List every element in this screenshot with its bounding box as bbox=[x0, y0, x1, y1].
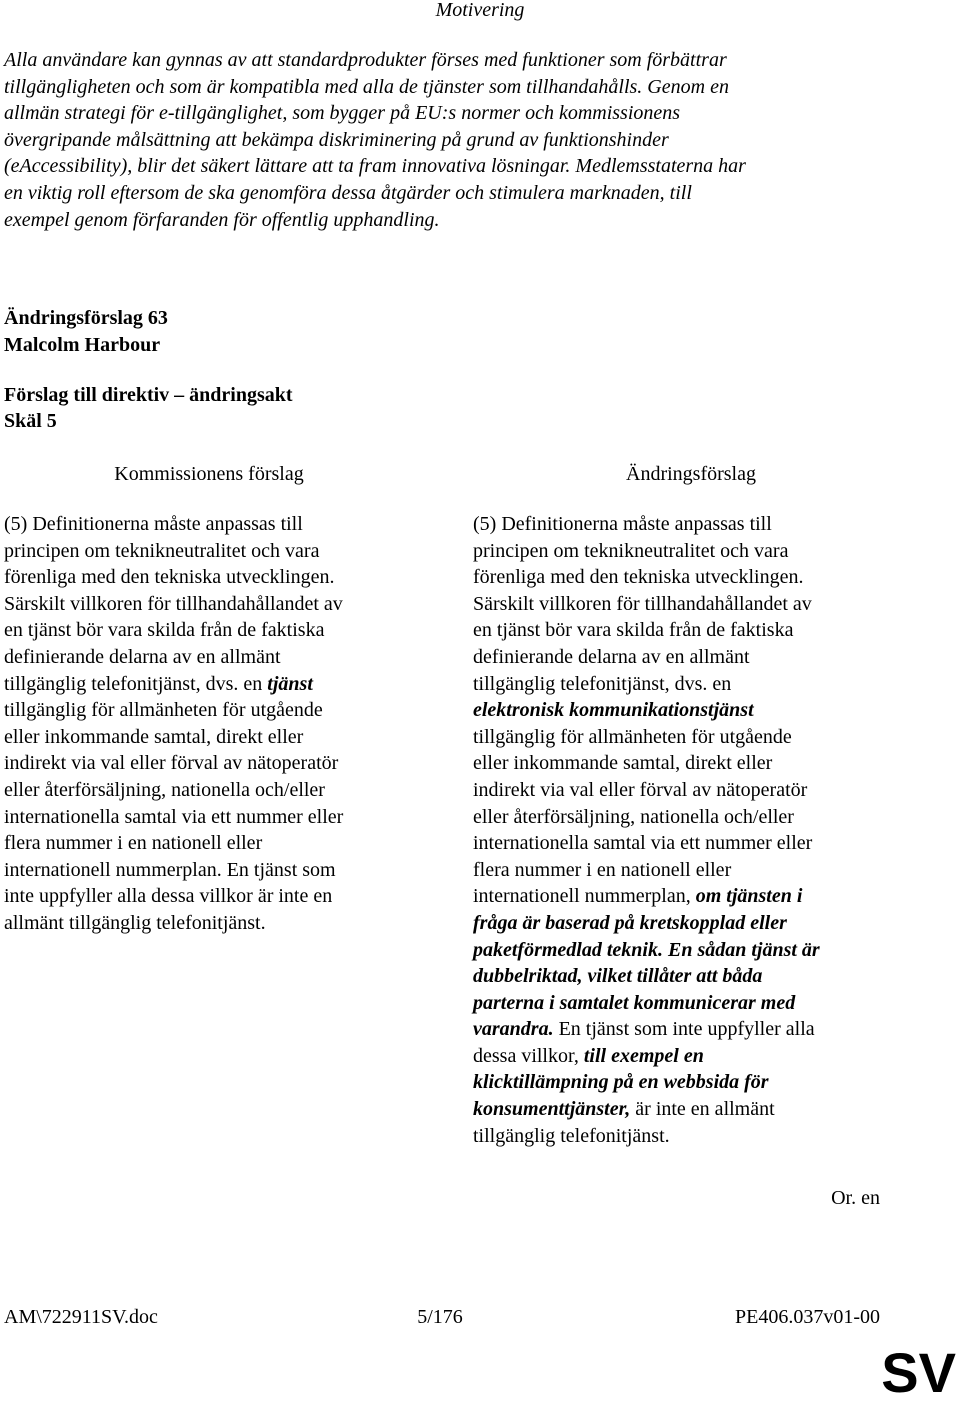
motivering-text bbox=[4, 47, 884, 233]
text-run: en tjänst bör vara skilda från de faktiska bbox=[473, 619, 794, 642]
text-line bbox=[473, 1016, 943, 1043]
text-run: är inte en allmänt bbox=[630, 1098, 775, 1121]
amended-text-run: dubbelriktad, vilket tillåter att båda bbox=[473, 965, 763, 988]
text-line bbox=[473, 1123, 943, 1150]
text-run: tillgänglig för allmänheten för utgående bbox=[4, 699, 323, 722]
language-code: SV bbox=[881, 1341, 956, 1404]
text-line bbox=[4, 511, 444, 538]
amended-text-run: klicktillämpning på en webbsida för bbox=[473, 1071, 769, 1094]
text-line bbox=[4, 591, 444, 618]
text-line bbox=[473, 1096, 943, 1123]
text-run: principen om teknikneutralitet och vara bbox=[473, 539, 789, 562]
text-line bbox=[4, 910, 444, 937]
text-line bbox=[4, 883, 444, 910]
text-run: tillgänglig för allmänheten för utgående bbox=[473, 725, 792, 748]
text-line bbox=[4, 671, 444, 698]
text-line bbox=[473, 857, 943, 884]
amended-text-run: varandra. bbox=[473, 1018, 554, 1041]
text-run: (5) Definitionerna måste anpassas till bbox=[473, 513, 772, 535]
text-line bbox=[473, 617, 943, 644]
text-run: eller inkommande samtal, direkt eller bbox=[4, 725, 304, 748]
text-line bbox=[473, 883, 943, 910]
amended-text-run: om tjänsten i bbox=[695, 885, 803, 908]
text-run: indirekt via val eller förval av nätoperatör bbox=[473, 778, 808, 801]
text-run: eller återförsäljning, nationella och/eller bbox=[473, 805, 794, 828]
motivering-line: allmän strategi för e-tillgänglighet, som bygger på EU:s normer och kommissionens bbox=[4, 102, 681, 125]
text-run: definierande delarna av en allmänt bbox=[473, 645, 750, 668]
text-run: en tjänst bör vara skilda från de faktiska bbox=[4, 619, 325, 642]
motivering-line: Alla användare kan gynnas av att standardprodukter förses med funktioner som förbättrar bbox=[4, 49, 727, 71]
footer-doc-ref: AM\722911SV.doc bbox=[4, 1306, 158, 1328]
text-line bbox=[4, 617, 444, 644]
text-line bbox=[473, 564, 943, 591]
text-run: indirekt via val eller förval av nätoperatör bbox=[4, 752, 339, 775]
text-run: eller inkommande samtal, direkt eller bbox=[473, 752, 773, 775]
text-run: inte uppfyller alla dessa villkor är inte en bbox=[4, 885, 333, 908]
amended-text-run: tjänst bbox=[267, 672, 313, 695]
text-line bbox=[473, 538, 943, 565]
motivering-heading: Motivering bbox=[435, 0, 525, 21]
text-run: allmänt tillgänglig telefonitjänst. bbox=[4, 911, 266, 934]
text-line bbox=[4, 538, 444, 565]
text-line bbox=[4, 830, 444, 857]
text-run: flera nummer i en nationell eller bbox=[4, 832, 263, 855]
text-run: flera nummer i en nationell eller bbox=[473, 858, 732, 881]
text-run: tillgänglig telefonitjänst, dvs. en bbox=[4, 672, 268, 695]
text-line bbox=[473, 511, 943, 538]
text-run: dessa villkor, bbox=[473, 1044, 584, 1067]
commission-proposal-heading: Kommissionens förslag bbox=[114, 463, 304, 485]
amendment-number: Ändringsförslag 63 bbox=[4, 307, 168, 329]
amended-text-run: konsumenttjänster, bbox=[473, 1098, 631, 1121]
text-line bbox=[473, 671, 943, 698]
text-run: internationella samtal via ett nummer eller bbox=[4, 805, 344, 828]
text-line bbox=[473, 1043, 943, 1070]
text-run: En tjänst som inte uppfyller alla bbox=[553, 1018, 815, 1041]
amended-text-run: parterna i samtalet kommunicerar med bbox=[473, 991, 796, 1014]
amended-text-run: till exempel en bbox=[583, 1044, 704, 1067]
text-line bbox=[473, 750, 943, 777]
text-line bbox=[473, 1069, 943, 1096]
text-line bbox=[4, 564, 444, 591]
amended-text-run: elektronisk kommunikationstjänst bbox=[473, 699, 754, 722]
text-line bbox=[473, 777, 943, 804]
text-line bbox=[473, 830, 943, 857]
motivering-line: en viktig roll eftersom de ska genomföra dessa åtgärder och stimulera marknaden, till bbox=[4, 181, 692, 204]
text-run: tillgänglig telefonitjänst. bbox=[473, 1124, 670, 1147]
footer-page-number: 5/176 bbox=[417, 1306, 463, 1328]
motivering-line: övergripande målsättning att bekämpa diskriminering på grund av funktionshinder bbox=[4, 128, 669, 151]
text-line bbox=[473, 910, 943, 937]
text-run: internationell nummerplan, bbox=[473, 885, 696, 908]
text-line bbox=[473, 644, 943, 671]
text-line bbox=[4, 777, 444, 804]
amended-text-run: paketförmedlad teknik. En sådan tjänst är bbox=[473, 938, 820, 961]
text-line bbox=[473, 724, 943, 751]
amendment-heading: Ändringsförslag bbox=[626, 463, 756, 485]
text-line bbox=[473, 990, 943, 1017]
motivering-line: (eAccessibility), blir det säkert lättare att ta fram innovativa lösningar. Medlemsstaterna har bbox=[4, 155, 746, 178]
text-run: förenliga med den tekniska utvecklingen. bbox=[4, 566, 335, 589]
text-line bbox=[4, 724, 444, 751]
text-run: principen om teknikneutralitet och vara bbox=[4, 539, 320, 562]
original-language-note: Or. en bbox=[831, 1187, 880, 1209]
motivering-line: tillgängligheten och som är kompatibla med alla de tjänster som tillhandahålls. Genom en bbox=[4, 75, 729, 98]
text-run: eller återförsäljning, nationella och/eller bbox=[4, 778, 325, 801]
text-run: Särskilt villkoren för tillhandahållandet av bbox=[4, 592, 343, 615]
text-run: förenliga med den tekniska utvecklingen. bbox=[473, 566, 804, 589]
text-line bbox=[4, 750, 444, 777]
amended-text-run: fråga är baserad på kretskopplad eller bbox=[473, 911, 787, 934]
text-run: Särskilt villkoren för tillhandahållandet av bbox=[473, 592, 812, 615]
text-line bbox=[473, 937, 943, 964]
amendment-author: Malcolm Harbour bbox=[4, 334, 161, 356]
text-line bbox=[4, 804, 444, 831]
commission-proposal-text bbox=[4, 511, 444, 937]
text-line bbox=[473, 963, 943, 990]
amendment-text bbox=[473, 511, 943, 1149]
text-line bbox=[473, 697, 943, 724]
text-run: (5) Definitionerna måste anpassas till bbox=[4, 513, 303, 535]
text-line bbox=[473, 591, 943, 618]
text-run: internationell nummerplan. En tjänst som bbox=[4, 858, 336, 881]
text-line bbox=[4, 857, 444, 884]
proposal-type: Förslag till direktiv – ändringsakt bbox=[4, 384, 293, 406]
text-line bbox=[4, 644, 444, 671]
recital-reference: Skäl 5 bbox=[4, 410, 57, 432]
text-run: definierande delarna av en allmänt bbox=[4, 645, 281, 668]
footer-pe-ref: PE406.037v01-00 bbox=[735, 1306, 880, 1328]
text-run: internationella samtal via ett nummer eller bbox=[473, 832, 813, 855]
text-line bbox=[4, 697, 444, 724]
text-line bbox=[473, 804, 943, 831]
text-run: tillgänglig telefonitjänst, dvs. en bbox=[473, 672, 732, 695]
motivering-line: exempel genom förfaranden för offentlig upphandling. bbox=[4, 208, 440, 231]
